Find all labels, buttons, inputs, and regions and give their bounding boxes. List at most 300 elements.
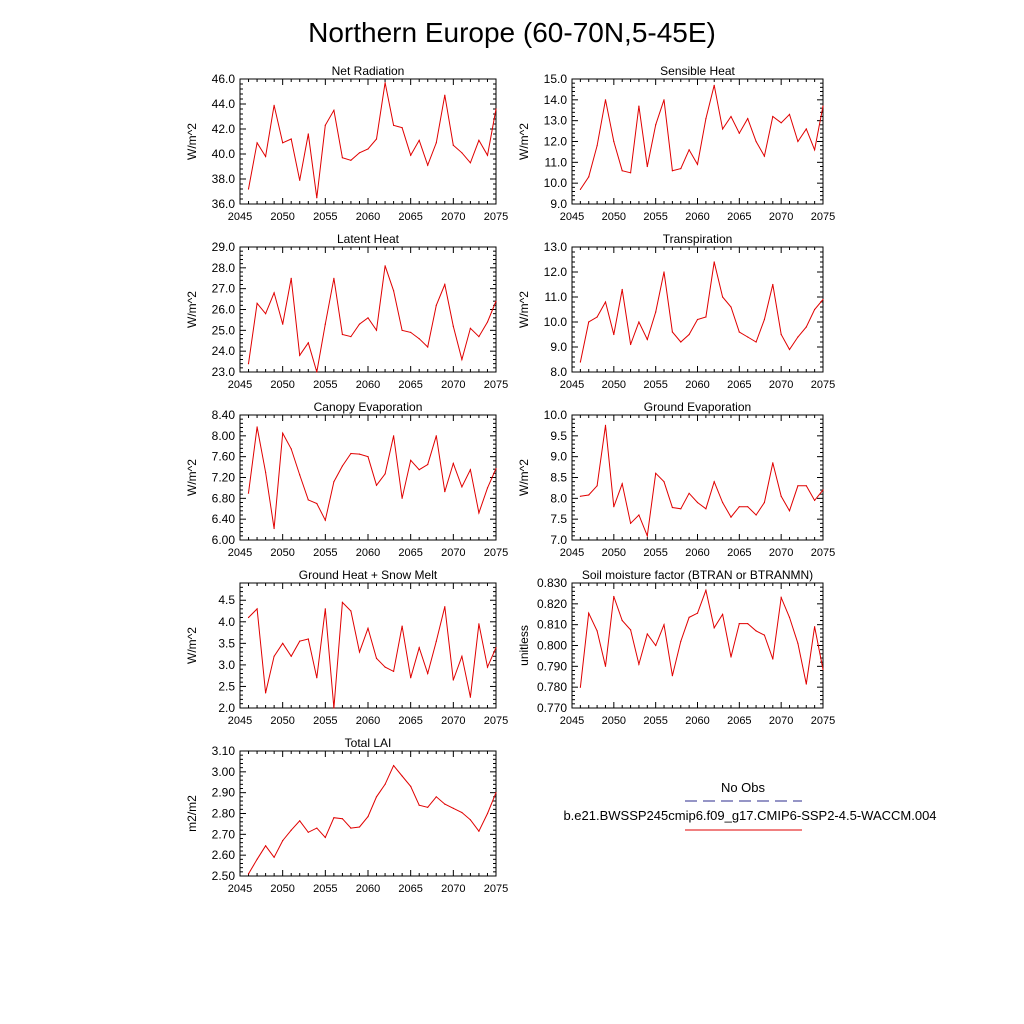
data-point <box>325 125 326 126</box>
y-axis-label: m2/m2 <box>185 795 199 832</box>
panel-title: Transpiration <box>662 232 733 246</box>
data-point <box>470 162 471 163</box>
data-point <box>638 514 639 515</box>
x-tick-label: 2055 <box>313 547 338 559</box>
data-point <box>367 317 368 318</box>
y-tick-label: 29.0 <box>211 240 235 254</box>
x-tick-label: 2055 <box>313 211 338 223</box>
y-tick-label: 0.770 <box>536 701 567 715</box>
data-point <box>265 472 266 473</box>
data-point <box>470 819 471 820</box>
x-tick-label: 2050 <box>270 547 295 559</box>
panel-title: Latent Heat <box>336 232 400 246</box>
data-point <box>747 336 748 337</box>
data-point <box>689 334 690 335</box>
data-point <box>705 316 706 317</box>
x-tick-label: 2070 <box>768 211 794 223</box>
data-point <box>299 474 300 475</box>
data-point <box>814 149 815 150</box>
data-point <box>308 342 309 343</box>
y-tick-label: 23.0 <box>211 365 235 379</box>
data-point <box>495 108 496 109</box>
data-point <box>580 189 581 190</box>
data-point <box>705 508 706 509</box>
data-point <box>299 820 300 821</box>
data-point <box>630 344 631 345</box>
data-point <box>367 628 368 629</box>
data-point <box>393 435 394 436</box>
data-point <box>806 326 807 327</box>
data-point <box>248 617 249 618</box>
data-point <box>697 164 698 165</box>
data-point <box>385 667 386 668</box>
y-tick-label: 8.0 <box>550 365 567 379</box>
data-point <box>730 656 731 657</box>
data-point <box>248 493 249 494</box>
data-point <box>367 148 368 149</box>
data-point <box>410 155 411 156</box>
panel-title: Canopy Evaporation <box>313 400 423 414</box>
y-axis-label: W/m^2 <box>185 627 199 664</box>
data-point <box>747 506 748 507</box>
data-point <box>444 95 445 96</box>
data-point <box>772 658 773 659</box>
data-point <box>291 278 292 279</box>
data-point <box>647 633 648 634</box>
data-point <box>265 845 266 846</box>
data-point <box>470 469 471 470</box>
data-point <box>647 535 648 536</box>
y-tick-label: 2.60 <box>211 848 235 863</box>
data-point <box>419 338 420 339</box>
x-tick-label: 2075 <box>810 211 836 223</box>
data-point <box>739 133 740 134</box>
x-tick-label: 2060 <box>355 883 381 895</box>
y-tick-label: 7.0 <box>550 533 567 547</box>
y-tick-label: 4.0 <box>218 614 235 629</box>
x-tick-label: 2055 <box>643 211 668 223</box>
data-point <box>427 346 428 347</box>
data-point <box>393 765 394 766</box>
x-tick-label: 2050 <box>270 211 295 223</box>
y-tick-label: 26.0 <box>211 302 235 317</box>
y-tick-label: 8.0 <box>550 491 567 506</box>
data-point <box>385 82 386 83</box>
data-point <box>410 677 411 678</box>
x-tick-label: 2050 <box>270 883 295 895</box>
x-tick-label: 2070 <box>441 715 466 727</box>
x-tick-label: 2045 <box>559 715 585 727</box>
y-axis-label: W/m^2 <box>517 123 531 160</box>
data-point <box>781 597 782 598</box>
y-tick-label: 10.0 <box>543 315 567 329</box>
x-tick-label: 2060 <box>685 379 710 391</box>
x-tick-label: 2065 <box>727 547 752 559</box>
data-point <box>325 324 326 325</box>
data-point <box>291 830 292 831</box>
data-point <box>436 435 437 436</box>
x-tick-label: 2060 <box>355 547 381 559</box>
data-point <box>705 590 706 591</box>
data-point <box>410 332 411 333</box>
data-point <box>325 837 326 838</box>
y-tick-label: 0.800 <box>536 638 567 653</box>
data-point <box>316 197 317 198</box>
x-tick-label: 2045 <box>559 379 585 391</box>
data-point <box>325 608 326 609</box>
x-tick-label: 2050 <box>601 379 627 391</box>
data-point <box>291 656 292 657</box>
data-point <box>274 528 275 529</box>
data-point <box>325 520 326 521</box>
data-point <box>822 106 823 107</box>
data-point <box>730 517 731 518</box>
data-point <box>613 596 614 597</box>
data-point <box>689 493 690 494</box>
panel-title: Sensible Heat <box>660 64 735 78</box>
x-tick-label: 2045 <box>227 547 253 559</box>
x-tick-label: 2070 <box>768 547 794 559</box>
data-point <box>376 485 377 486</box>
data-point <box>453 145 454 146</box>
data-point <box>680 641 681 642</box>
data-point <box>764 635 765 636</box>
data-point <box>605 666 606 667</box>
data-point <box>756 630 757 631</box>
panel-title: Net Radiation <box>331 64 405 78</box>
data-point <box>453 326 454 327</box>
data-point <box>376 658 377 659</box>
y-tick-label: 14.0 <box>543 92 567 107</box>
data-point <box>282 840 283 841</box>
y-tick-label: 44.0 <box>211 97 235 111</box>
data-point <box>291 448 292 449</box>
x-tick-label: 2055 <box>313 379 338 391</box>
data-point <box>461 152 462 153</box>
data-point <box>316 677 317 678</box>
x-tick-label: 2050 <box>601 715 627 727</box>
data-point <box>797 141 798 142</box>
x-tick-label: 2050 <box>270 379 295 391</box>
data-point <box>359 324 360 325</box>
y-tick-label: 7.5 <box>550 512 567 527</box>
data-point <box>495 301 496 302</box>
data-point <box>764 502 765 503</box>
data-point <box>265 156 266 157</box>
data-point <box>622 289 623 290</box>
data-point <box>444 284 445 285</box>
x-tick-label: 2065 <box>398 715 423 727</box>
panel-title: Total LAI <box>344 736 392 750</box>
data-point <box>605 425 606 426</box>
y-tick-label: 2.80 <box>211 806 235 821</box>
y-tick-label: 0.790 <box>536 659 567 674</box>
x-tick-label: 2045 <box>227 883 253 895</box>
data-point <box>672 170 673 171</box>
data-point <box>385 473 386 474</box>
data-point <box>739 331 740 332</box>
data-point <box>747 118 748 119</box>
y-tick-label: 10.0 <box>543 408 567 422</box>
data-point <box>248 363 249 364</box>
data-point <box>257 303 258 304</box>
y-tick-label: 12.0 <box>543 265 567 279</box>
y-tick-label: 9.5 <box>550 428 567 443</box>
x-tick-label: 2045 <box>559 211 585 223</box>
data-point <box>597 145 598 146</box>
data-point <box>495 647 496 648</box>
data-point <box>265 692 266 693</box>
y-tick-label: 3.0 <box>218 657 235 672</box>
data-point <box>663 481 664 482</box>
data-point <box>663 624 664 625</box>
data-point <box>655 124 656 125</box>
y-tick-label: 10.0 <box>543 176 567 191</box>
data-point <box>308 133 309 134</box>
data-point <box>655 645 656 646</box>
data-point <box>487 321 488 322</box>
data-point <box>487 487 488 488</box>
data-point <box>588 494 589 495</box>
data-point <box>478 140 479 141</box>
data-point <box>410 786 411 787</box>
y-tick-label: 3.5 <box>218 636 235 651</box>
data-point <box>393 290 394 291</box>
data-point <box>739 506 740 507</box>
data-point <box>359 651 360 652</box>
data-point <box>427 165 428 166</box>
data-point <box>333 481 334 482</box>
data-point <box>470 697 471 698</box>
data-point <box>359 152 360 153</box>
data-point <box>402 626 403 627</box>
x-tick-label: 2070 <box>441 547 466 559</box>
data-point <box>781 122 782 123</box>
legend-obs-label: No Obs <box>720 780 766 795</box>
y-tick-label: 40.0 <box>211 147 235 161</box>
data-point <box>257 426 258 427</box>
data-point <box>333 278 334 279</box>
data-point <box>789 349 790 350</box>
data-point <box>427 807 428 808</box>
data-point <box>410 460 411 461</box>
data-point <box>814 309 815 310</box>
data-point <box>580 687 581 688</box>
data-point <box>689 617 690 618</box>
x-tick-label: 2055 <box>313 715 338 727</box>
data-point <box>663 271 664 272</box>
y-tick-label: 0.820 <box>536 596 567 611</box>
data-point <box>299 355 300 356</box>
data-point <box>814 500 815 501</box>
x-tick-label: 2075 <box>483 211 509 223</box>
y-tick-label: 24.0 <box>211 344 235 359</box>
data-point <box>478 623 479 624</box>
data-point <box>613 334 614 335</box>
y-axis-label: W/m^2 <box>185 459 199 496</box>
data-point <box>470 328 471 329</box>
data-point <box>333 817 334 818</box>
data-point <box>461 812 462 813</box>
data-point <box>291 138 292 139</box>
data-point <box>316 503 317 504</box>
x-tick-label: 2050 <box>270 715 295 727</box>
y-tick-label: 2.70 <box>211 827 235 842</box>
y-tick-label: 6.80 <box>211 491 235 506</box>
data-point <box>342 602 343 603</box>
data-point <box>257 142 258 143</box>
data-point <box>663 99 664 100</box>
legend-case-label: b.e21.BWSSP245cmip6.f09_g17.CMIP6-SSP2-4.5-WACCM.004 <box>563 808 937 823</box>
data-point <box>730 306 731 307</box>
y-axis-label: W/m^2 <box>517 459 531 496</box>
data-point <box>282 643 283 644</box>
data-point <box>680 168 681 169</box>
data-point <box>797 643 798 644</box>
data-point <box>764 156 765 157</box>
y-tick-label: 3.00 <box>211 764 235 779</box>
x-tick-label: 2045 <box>227 715 253 727</box>
data-point <box>772 462 773 463</box>
y-tick-label: 0.780 <box>536 680 567 695</box>
y-tick-label: 27.0 <box>211 281 235 296</box>
y-tick-label: 42.0 <box>211 122 235 136</box>
x-tick-label: 2045 <box>227 379 253 391</box>
data-point <box>588 176 589 177</box>
data-point <box>376 138 377 139</box>
data-point <box>495 792 496 793</box>
data-point <box>672 331 673 332</box>
page-title: Northern Europe (60-70N,5-45E) <box>308 17 716 48</box>
data-point <box>672 675 673 676</box>
data-point <box>402 498 403 499</box>
data-point <box>714 85 715 86</box>
x-tick-label: 2070 <box>441 379 466 391</box>
data-point <box>376 330 377 331</box>
data-point <box>789 510 790 511</box>
data-point <box>308 638 309 639</box>
data-point <box>402 330 403 331</box>
panel-title: Ground Heat + Snow Melt <box>298 568 438 582</box>
data-point <box>781 496 782 497</box>
data-point <box>756 341 757 342</box>
data-point <box>722 502 723 503</box>
data-point <box>622 483 623 484</box>
data-point <box>453 679 454 680</box>
data-point <box>722 614 723 615</box>
data-point <box>756 514 757 515</box>
x-tick-label: 2050 <box>601 547 627 559</box>
y-axis-label: W/m^2 <box>185 123 199 160</box>
x-tick-label: 2075 <box>483 547 509 559</box>
data-point <box>453 463 454 464</box>
data-point <box>257 608 258 609</box>
data-point <box>697 319 698 320</box>
y-tick-label: 11.0 <box>544 290 567 304</box>
data-point <box>350 336 351 337</box>
x-tick-label: 2065 <box>398 379 423 391</box>
data-point <box>680 341 681 342</box>
data-point <box>588 613 589 614</box>
data-point <box>781 334 782 335</box>
data-point <box>427 673 428 674</box>
y-tick-label: 28.0 <box>211 260 235 275</box>
y-tick-label: 8.5 <box>550 470 567 485</box>
data-point <box>756 141 757 142</box>
data-point <box>478 336 479 337</box>
data-point <box>359 826 360 827</box>
y-tick-label: 7.20 <box>211 470 235 485</box>
y-tick-label: 36.0 <box>211 197 235 211</box>
y-tick-label: 4.5 <box>218 593 235 608</box>
y-tick-label: 6.40 <box>211 512 235 527</box>
data-point <box>613 141 614 142</box>
panel-title: Soil moisture factor (BTRAN or BTRANMN) <box>581 568 814 582</box>
data-point <box>487 813 488 814</box>
data-point <box>789 617 790 618</box>
y-tick-label: 3.10 <box>211 744 235 758</box>
y-tick-label: 2.90 <box>211 785 235 800</box>
data-point <box>265 313 266 314</box>
data-point <box>248 188 249 189</box>
x-tick-label: 2070 <box>441 211 466 223</box>
data-point <box>764 319 765 320</box>
data-point <box>385 784 386 785</box>
data-point <box>316 828 317 829</box>
y-tick-label: 46.0 <box>211 72 235 86</box>
data-point <box>580 361 581 362</box>
data-point <box>350 160 351 161</box>
data-point <box>772 116 773 117</box>
data-point <box>427 464 428 465</box>
y-tick-label: 0.830 <box>536 576 567 590</box>
y-tick-label: 9.0 <box>550 197 567 211</box>
data-point <box>402 127 403 128</box>
x-tick-label: 2060 <box>355 211 381 223</box>
data-point <box>806 128 807 129</box>
panel-title: Ground Evaporation <box>643 400 752 414</box>
data-point <box>672 507 673 508</box>
data-point <box>282 324 283 325</box>
data-point <box>350 453 351 454</box>
data-point <box>274 857 275 858</box>
data-point <box>630 629 631 630</box>
y-tick-label: 6.00 <box>211 533 235 547</box>
data-point <box>680 508 681 509</box>
x-tick-label: 2075 <box>810 547 836 559</box>
x-tick-label: 2045 <box>227 211 253 223</box>
data-point <box>638 106 639 107</box>
data-point <box>342 465 343 466</box>
data-point <box>308 832 309 833</box>
data-point <box>478 831 479 832</box>
data-point <box>444 804 445 805</box>
data-point <box>419 805 420 806</box>
data-point <box>453 808 454 809</box>
data-point <box>789 114 790 115</box>
data-point <box>588 321 589 322</box>
data-point <box>647 339 648 340</box>
data-point <box>419 469 420 470</box>
data-point <box>436 796 437 797</box>
x-tick-label: 2045 <box>559 547 585 559</box>
data-point <box>316 371 317 372</box>
y-tick-label: 13.0 <box>543 113 567 128</box>
data-point <box>797 485 798 486</box>
data-point <box>689 149 690 150</box>
x-tick-label: 2050 <box>601 211 627 223</box>
y-tick-label: 9.0 <box>550 449 567 464</box>
